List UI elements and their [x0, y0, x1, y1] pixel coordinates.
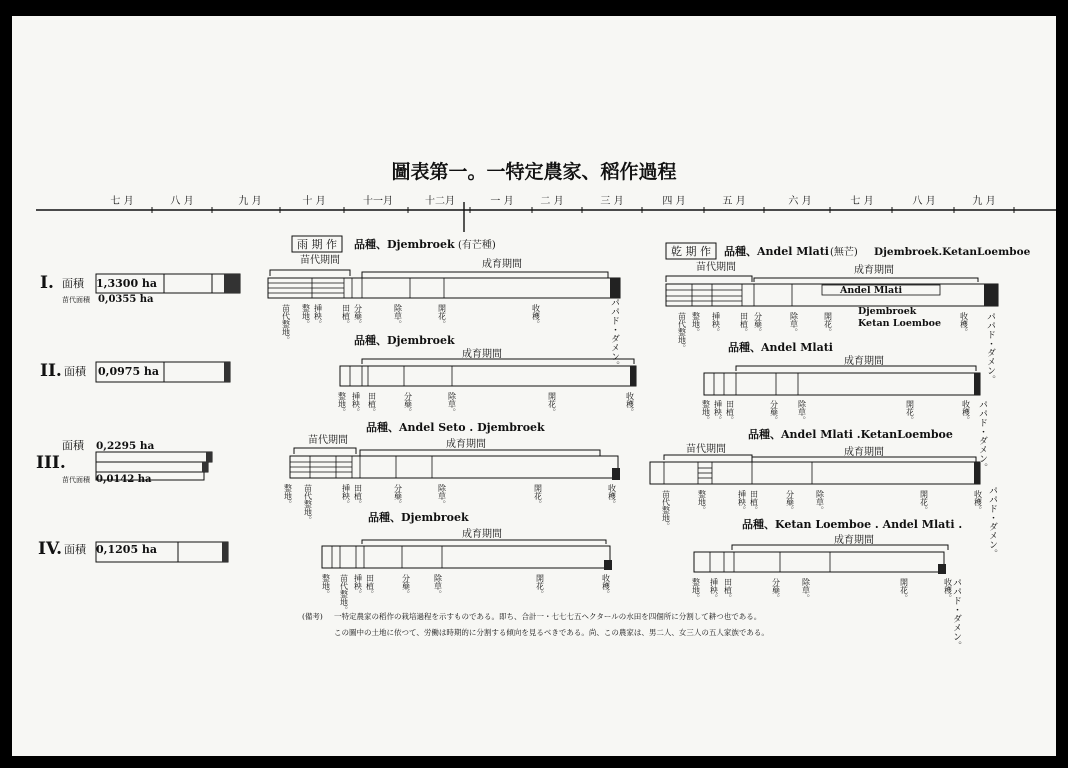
dry-season-label: 乾 期 作 — [671, 245, 711, 258]
stage-label: 除草。 — [393, 304, 403, 328]
dry-variety: 品種、Ketan Loemboe . Andel Mlati . — [742, 518, 963, 531]
stage-label: 整地。 — [697, 490, 707, 514]
inner-variety-andel: Andel Mlati — [840, 285, 903, 296]
stage-label: 開花。 — [437, 304, 447, 328]
stage-label: 田植。 — [723, 578, 733, 602]
area-value: 1,3300 ha — [96, 277, 158, 290]
dry-variety: 品種、Andel Mlati — [728, 341, 833, 354]
side-note-5: パパド・ダメン。 — [951, 578, 961, 650]
stage-label: 除草。 — [437, 484, 447, 508]
month-label: 八 月 — [912, 196, 936, 207]
stage-label: 整地。 — [337, 392, 347, 416]
stage-label: 收穫。 — [959, 312, 969, 336]
stage-label: 開花。 — [823, 312, 833, 336]
stage-label: 分蘖。 — [771, 578, 781, 602]
stage-label: 分蘖。 — [401, 574, 411, 598]
stage-label: 除草。 — [789, 312, 799, 336]
area-label: 面積 — [62, 439, 84, 452]
stage-label: 挿秧。 — [737, 490, 747, 514]
farm-3 — [36, 420, 983, 530]
rainy-variety: 品種、Djembroek — [354, 238, 455, 251]
stage-label: 挿秧。 — [711, 312, 721, 336]
stage-label: 除草。 — [801, 578, 811, 602]
stage-label: 苗代整地。 — [661, 490, 671, 530]
farming-process-diagram — [12, 16, 1056, 756]
dry-growth-period-label: 成育期間 — [844, 356, 884, 367]
footnote-line-1: 一特定農家の稻作の栽培過程を示すものである。即ち、合計一・七七七五ヘクタールの水田を四個所に分割して耕つ也である。 — [334, 612, 762, 621]
nursery-label: 苗代面積 — [62, 296, 90, 304]
stage-label: 整地。 — [301, 304, 311, 328]
stage-label: 田植。 — [341, 304, 351, 328]
stage-label: 挿秧。 — [351, 392, 361, 416]
stage-label: 田植。 — [353, 484, 363, 508]
dry-season-header — [666, 243, 1031, 259]
nursery-period-label: 苗代期間 — [308, 435, 348, 446]
growth-period-label: 成育期間 — [462, 349, 502, 360]
rainy-note: (有芒種) — [458, 240, 496, 251]
timeline — [36, 194, 1056, 232]
stage-label: 開花。 — [919, 490, 929, 514]
month-label: 十二月 — [425, 196, 455, 207]
growth-period-label: 成育期間 — [446, 439, 486, 450]
growth-period-label: 成育期間 — [482, 259, 522, 270]
stage-label: 開花。 — [547, 392, 557, 416]
dry-nursery-period-label: 苗代期間 — [696, 262, 736, 273]
side-note-1: パパド・ダメン。 — [609, 298, 619, 370]
stage-label: 開花。 — [533, 484, 543, 508]
footnote-label: (備考) — [302, 612, 323, 621]
chart-sheet — [12, 16, 1056, 756]
farm-2 — [40, 333, 980, 424]
dry-growth-period-label: 成育期間 — [834, 535, 874, 546]
side-note-2: パパド・ダメン。 — [985, 312, 995, 384]
stage-label: 挿秧。 — [313, 304, 323, 328]
stage-label: 收穫。 — [607, 484, 617, 508]
area-value: 0,0975 ha — [98, 365, 160, 378]
stage-label: 開花。 — [899, 578, 909, 602]
stage-label: 收穫。 — [601, 574, 611, 598]
stage-label: 分蘖。 — [403, 392, 413, 416]
footnote-line-2: この圖中の土地に依つて、労働は時期的に分割する傾向を見るべきである。尚、この農家は、男二人、女三人の五人家族である。 — [334, 628, 769, 637]
stage-label: 整地。 — [691, 312, 701, 336]
month-label: 七 月 — [850, 196, 874, 207]
rainy-variety: 品種、Djembroek — [368, 511, 469, 524]
stage-label: 分蘖。 — [353, 304, 363, 328]
stage-label: 收穫。 — [943, 578, 953, 602]
nursery-value: 0,0142 ha — [96, 474, 152, 485]
stage-label: 開花。 — [535, 574, 545, 598]
area-value: 0,2295 ha — [96, 440, 155, 452]
area-label: 面積 — [62, 277, 84, 290]
month-label: 五 月 — [722, 196, 746, 207]
footnote — [302, 611, 769, 637]
stage-label: 分蘖。 — [769, 400, 779, 424]
inner-variety-djembroek: Djembroek — [858, 306, 917, 317]
farm-id: II. — [40, 361, 62, 381]
farm-id: I. — [40, 273, 54, 293]
stage-label: 苗代整地。 — [281, 304, 291, 344]
rainy-variety: 品種、Andel Seto . Djembroek — [366, 421, 545, 434]
dry-growth-period-label: 成育期間 — [854, 265, 894, 276]
stage-label: 田植。 — [725, 400, 735, 424]
month-label: 二 月 — [540, 196, 564, 207]
month-label: 四 月 — [662, 196, 686, 207]
rainy-season-label: 雨 期 作 — [297, 238, 337, 251]
stage-label: 田植。 — [367, 392, 377, 416]
farm-1 — [40, 253, 998, 352]
farm-id: IV. — [38, 539, 63, 559]
month-label: 九 月 — [972, 196, 996, 207]
stage-label: 收穫。 — [961, 400, 971, 424]
stage-label: 苗代整地。 — [303, 484, 313, 524]
stage-label: 除草。 — [797, 400, 807, 424]
month-label: 十一月 — [363, 196, 393, 207]
month-label: 一 月 — [490, 196, 514, 207]
dry-variety: 品種、Andel Mlati — [724, 245, 829, 258]
area-label: 面積 — [64, 365, 86, 378]
nursery-period-label: 苗代期間 — [300, 255, 340, 266]
dry-growth-period-label: 成育期間 — [844, 447, 884, 458]
stage-label: 整地。 — [283, 484, 293, 508]
dry-extra-varieties: Djembroek.KetanLoemboe — [874, 246, 1031, 258]
stage-label: 田植。 — [749, 490, 759, 514]
stage-label: 苗代整地。 — [339, 574, 349, 614]
stage-label: 田植。 — [365, 574, 375, 598]
stage-label: 挿秧。 — [713, 400, 723, 424]
stage-label: 分蘖。 — [785, 490, 795, 514]
stage-label: 挿秧。 — [353, 574, 363, 598]
stage-label: 除草。 — [447, 392, 457, 416]
stage-label: 整地。 — [321, 574, 331, 598]
stage-label: 整地。 — [691, 578, 701, 602]
stage-label: 除草。 — [433, 574, 443, 598]
stage-label: 分蘖。 — [393, 484, 403, 508]
month-label: 三 月 — [600, 196, 624, 207]
nursery-label: 苗代面積 — [62, 476, 90, 484]
dry-nursery-period-label: 苗代期間 — [686, 444, 726, 455]
stage-label: 挿秧。 — [709, 578, 719, 602]
farm-id: III. — [36, 453, 66, 473]
stage-label: 收穫。 — [531, 304, 541, 328]
nursery-value: 0,0355 ha — [98, 294, 154, 305]
side-note-3: パパド・ダメン。 — [977, 400, 987, 472]
stage-label: 苗代整地。 — [677, 312, 687, 352]
area-label: 面積 — [64, 543, 86, 556]
area-value: 0,1205 ha — [96, 543, 158, 556]
stage-label: 分蘖。 — [753, 312, 763, 336]
farm-4 — [38, 510, 962, 614]
diagram-title: 圖表第一。一特定農家、稻作過程 — [391, 161, 677, 183]
month-label: 八 月 — [170, 196, 194, 207]
inner-variety-ketan: Ketan Loemboe — [858, 318, 941, 329]
stage-label: 田植。 — [739, 312, 749, 336]
growth-period-label: 成育期間 — [462, 529, 502, 540]
stage-label: 除草。 — [815, 490, 825, 514]
side-note-4: パパド・ダメン。 — [987, 486, 997, 558]
month-label: 九 月 — [238, 196, 262, 207]
stage-label: 整地。 — [701, 400, 711, 424]
month-label: 七 月 — [110, 196, 134, 207]
dry-note: (無芒) — [830, 247, 858, 258]
stage-label: 開花。 — [905, 400, 915, 424]
stage-label: 挿秧。 — [341, 484, 351, 508]
rainy-season-header — [292, 236, 496, 252]
rainy-variety: 品種、Djembroek — [354, 334, 455, 347]
stage-label: 收穫。 — [973, 490, 983, 514]
month-label: 六 月 — [788, 196, 812, 207]
dry-variety: 品種、Andel Mlati .KetanLoemboe — [748, 428, 953, 441]
stage-label: 收穫。 — [625, 392, 635, 416]
month-label: 十 月 — [302, 196, 326, 207]
